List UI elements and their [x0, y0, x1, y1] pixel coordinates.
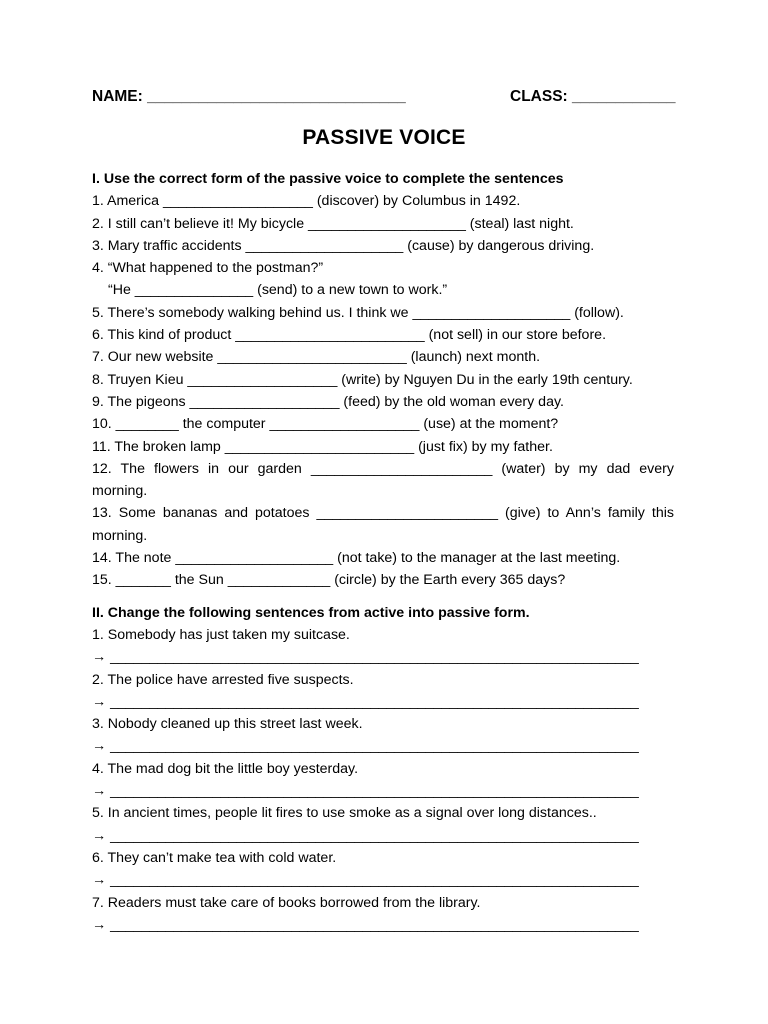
name-field[interactable]: NAME: ______________________________ [92, 88, 406, 105]
exercise-2-item-4: 4. The mad dog bit the little boy yesterday. [92, 760, 359, 777]
class-field[interactable]: CLASS: ____________ [510, 88, 676, 105]
exercise-1-item-4-question: 4. “What happened to the postman?” [92, 260, 324, 277]
exercise-1-item-11: 11. The broken lamp ________________________ (just fix) by my father. [92, 438, 553, 455]
exercise-1-item-10: 10. ________ the computer ___________________ (use) at the moment? [92, 416, 559, 433]
exercise-1-item-15: 15. _______ the Sun _____________ (circle) by the Earth every 365 days? [92, 572, 566, 589]
exercise-2-item-3: 3. Nobody cleaned up this street last week. [92, 716, 363, 733]
answer-line-5[interactable]: → ___________________________________________________________________ [92, 827, 639, 844]
page-title: PASSIVE VOICE [302, 126, 466, 149]
worksheet-content [92, 168, 674, 936]
answer-line-6[interactable]: → ___________________________________________________________________ [92, 872, 639, 889]
exercise-1-item-8: 8. Truyen Kieu ___________________ (write) by Nguyen Du in the early 19th century. [92, 371, 633, 388]
exercise-1-item-9: 9. The pigeons ___________________ (feed) by the old woman every day. [92, 393, 564, 410]
section-2-heading: II. Change the following sentences from active into passive form. [92, 604, 530, 621]
exercise-2-item-1: 1. Somebody has just taken my suitcase. [92, 626, 350, 643]
answer-line-3[interactable]: → ___________________________________________________________________ [92, 738, 639, 755]
section-1-heading: I. Use the correct form of the passive voice to complete the sentences [92, 171, 564, 187]
exercise-1-item-12: 12. The flowers in our garden _______________________ (water) by my dad every morning. [92, 460, 674, 500]
exercise-1-item-5: 5. There’s somebody walking behind us. I think we ____________________ (follow). [92, 304, 624, 321]
answer-line-1[interactable]: → ___________________________________________________________________ [92, 649, 639, 666]
exercise-1-item-1: 1. America ___________________ (discover) by Columbus in 1492. [92, 193, 521, 210]
exercise-2-item-6: 6. They can’t make tea with cold water. [92, 849, 337, 866]
exercise-2-item-2: 2. The police have arrested five suspects. [92, 671, 354, 688]
exercise-1-item-6: 6. This kind of product ________________________ (not sell) in our store before. [92, 327, 607, 344]
answer-line-2[interactable]: → ___________________________________________________________________ [92, 693, 639, 710]
exercise-1-item-3: 3. Mary traffic accidents ____________________ (cause) by dangerous driving. [92, 237, 595, 254]
exercise-1-item-4-answer: “He _______________ (send) to a new town to work.” [108, 282, 448, 299]
exercise-1-item-13: 13. Some bananas and potatoes _______________________ (give) to Ann’s family this morning. [92, 505, 674, 544]
exercise-1-item-14: 14. The note ____________________ (not take) to the manager at the last meeting. [92, 550, 621, 567]
section-spacer [92, 592, 674, 602]
exercise-1-item-2: 2. I still can’t believe it! My bicycle ____________________ (steal) last night. [92, 215, 574, 232]
answer-line-4[interactable]: → ___________________________________________________________________ [92, 783, 639, 800]
exercise-2-item-5: 5. In ancient times, people lit fires to use smoke as a signal over long distances.. [92, 805, 597, 822]
exercise-2-item-7: 7. Readers must take care of books borrowed from the library. [92, 894, 481, 911]
answer-line-7[interactable]: → ___________________________________________________________________ [92, 916, 639, 933]
exercise-1-item-7: 7. Our new website ________________________ (launch) next month. [92, 349, 541, 366]
